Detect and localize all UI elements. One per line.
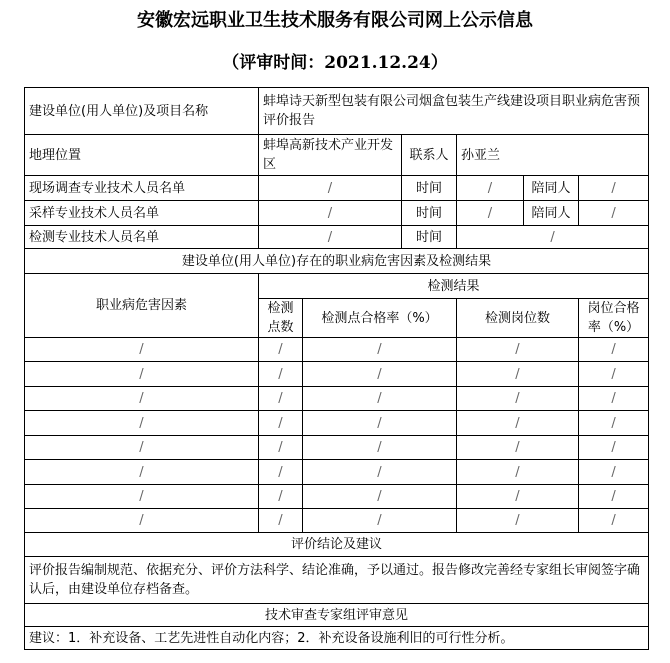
table-row <box>25 387 649 411</box>
survey-time-label: 时间 <box>402 176 457 201</box>
expert-text-row <box>25 627 649 650</box>
result-cell-points: / <box>259 509 303 533</box>
result-cell-points: / <box>259 436 303 460</box>
result-cell-posts: / <box>457 509 579 533</box>
result-cell-post-rate: / <box>579 509 649 533</box>
result-cell-point-rate: / <box>303 485 457 509</box>
result-cell-factor: / <box>25 338 259 362</box>
expert-text: 建议：1．补充设备、工艺先进性自动化内容；2．补充设备设施利旧的可行性分析。 <box>25 627 649 650</box>
conclusion-title-row <box>25 533 649 557</box>
result-cell-factor: / <box>25 460 259 485</box>
col-points: 检测点数 <box>259 299 303 338</box>
result-cell-factor: / <box>25 362 259 387</box>
sampling-escort: / <box>579 201 649 226</box>
result-cell-factor: / <box>25 509 259 533</box>
results-section-row <box>25 249 649 274</box>
result-cell-post-rate: / <box>579 411 649 436</box>
testing-time-label: 时间 <box>402 226 457 249</box>
result-cell-point-rate: / <box>303 338 457 362</box>
unit-value: 蚌埠诗天新型包装有限公司烟盒包装生产线建设项目职业病危害预评价报告 <box>259 88 649 135</box>
survey-names: / <box>259 176 402 201</box>
result-cell-points: / <box>259 387 303 411</box>
table-row <box>25 460 649 485</box>
unit-label: 建设单位(用人单位)及项目名称 <box>25 88 259 135</box>
result-cell-factor: / <box>25 387 259 411</box>
result-header: 检测结果 <box>259 274 649 299</box>
result-cell-factor: / <box>25 485 259 509</box>
conclusion-title: 评价结论及建议 <box>25 533 649 557</box>
sampling-label: 采样专业技术人员名单 <box>25 201 259 226</box>
results-section-title: 建设单位(用人单位)存在的职业病危害因素及检测结果 <box>25 249 649 274</box>
result-rows <box>25 338 649 533</box>
result-cell-point-rate: / <box>303 460 457 485</box>
result-cell-points: / <box>259 460 303 485</box>
expert-title-row <box>25 604 649 627</box>
result-cell-posts: / <box>457 338 579 362</box>
survey-row <box>25 176 649 201</box>
result-cell-point-rate: / <box>303 436 457 460</box>
result-cell-points: / <box>259 411 303 436</box>
result-cell-post-rate: / <box>579 460 649 485</box>
result-cell-posts: / <box>457 411 579 436</box>
result-cell-posts: / <box>457 362 579 387</box>
contact-value: 孙亚兰 <box>457 135 649 176</box>
table-row <box>25 485 649 509</box>
result-cell-posts: / <box>457 460 579 485</box>
col-posts: 检测岗位数 <box>457 299 579 338</box>
result-cell-posts: / <box>457 485 579 509</box>
location-value: 蚌埠高新技术产业开发区 <box>259 135 402 176</box>
result-cell-posts: / <box>457 387 579 411</box>
result-cell-point-rate: / <box>303 509 457 533</box>
survey-escort-label: 陪同人 <box>524 176 579 201</box>
expert-title: 技术审查专家组评审意见 <box>25 604 649 627</box>
result-cell-post-rate: / <box>579 485 649 509</box>
page-title: 安徽宏远职业卫生技术服务有限公司网上公示信息 <box>137 10 533 31</box>
result-cell-point-rate: / <box>303 411 457 436</box>
sampling-row <box>25 201 649 226</box>
location-label: 地理位置 <box>25 135 259 176</box>
sampling-time: / <box>457 201 524 226</box>
col-post-rate: 岗位合格率（%） <box>579 299 649 338</box>
testing-time: / <box>457 226 649 249</box>
table-row <box>25 338 649 362</box>
location-row <box>25 135 649 176</box>
result-cell-points: / <box>259 362 303 387</box>
table-row <box>25 362 649 387</box>
result-cell-points: / <box>259 485 303 509</box>
sampling-escort-label: 陪同人 <box>524 201 579 226</box>
result-cell-post-rate: / <box>579 436 649 460</box>
col-point-rate: 检测点合格率（%） <box>303 299 457 338</box>
table-row <box>25 411 649 436</box>
result-cell-post-rate: / <box>579 338 649 362</box>
contact-label: 联系人 <box>402 135 457 176</box>
survey-label: 现场调查专业技术人员名单 <box>25 176 259 201</box>
testing-names: / <box>259 226 402 249</box>
table-row <box>25 436 649 460</box>
factor-header: 职业病危害因素 <box>25 274 259 338</box>
result-cell-point-rate: / <box>303 387 457 411</box>
testing-row <box>25 226 649 249</box>
result-cell-factor: / <box>25 436 259 460</box>
results-header-row <box>25 274 649 299</box>
result-cell-posts: / <box>457 436 579 460</box>
disclosure-table <box>24 87 649 650</box>
sampling-names: / <box>259 201 402 226</box>
project-row <box>25 88 649 135</box>
result-cell-post-rate: / <box>579 362 649 387</box>
conclusion-text: 评价报告编制规范、依据充分、评价方法科学、结论准确，予以通过。报告修改完善经专家组长审阅签字确认后，由建设单位存档备查。 <box>25 557 649 604</box>
testing-label: 检测专业技术人员名单 <box>25 226 259 249</box>
result-cell-post-rate: / <box>579 387 649 411</box>
review-date: （评审时间：2021.12.24） <box>222 53 448 73</box>
result-cell-points: / <box>259 338 303 362</box>
sampling-time-label: 时间 <box>402 201 457 226</box>
survey-escort: / <box>579 176 649 201</box>
result-cell-point-rate: / <box>303 362 457 387</box>
survey-time: / <box>457 176 524 201</box>
table-row <box>25 509 649 533</box>
result-cell-factor: / <box>25 411 259 436</box>
conclusion-text-row <box>25 557 649 604</box>
